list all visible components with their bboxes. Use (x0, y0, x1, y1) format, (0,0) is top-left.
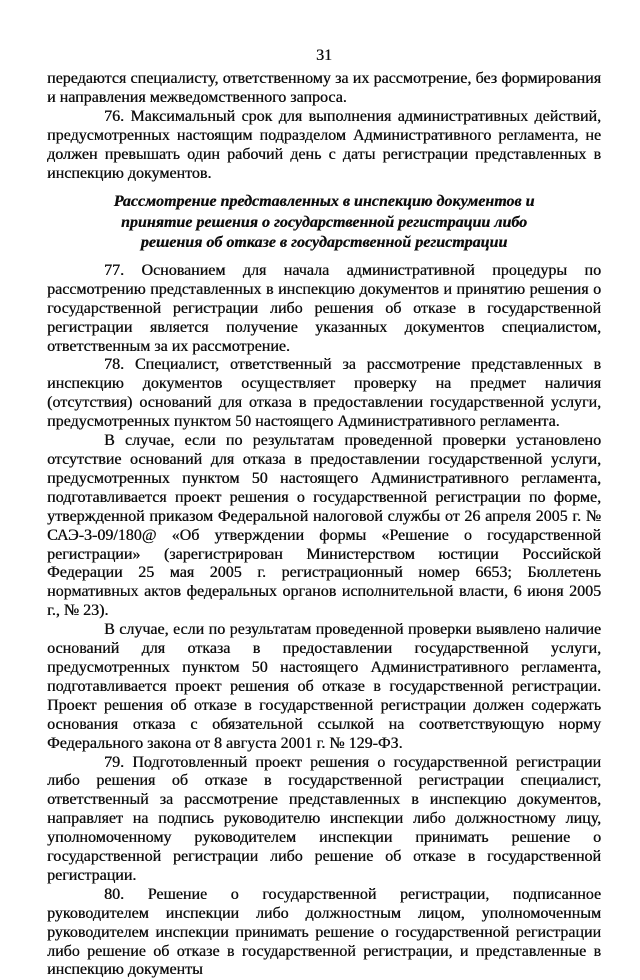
paragraph-78: 78. Специалист, ответственный за рассмотрение представленных в инспекцию документов осуществляет проверку на предмет наличия (отсутствия) оснований для отказа в предоставлении государственной услуги, предусмотренных пунктом 50 настоящего Административного регламента. (47, 356, 601, 431)
paragraph-76: 76. Максимальный срок для выполнения административных действий, предусмотренных настоящим подразделом Административного регламента, не должен превышать один рабочий день с даты регистрации представленных в инспекцию документов. (47, 107, 601, 182)
page-number: 31 (316, 47, 332, 64)
paragraph-79: 79. Подготовленный проект решения о государственной регистрации либо решения об отказе в государственной регистрации специалист, ответственный за рассмотрение представленных в инспекцию документов, направляет на подпись руководителю инспекции либо должностному лицу, уполномоченному руководителем инспекции принимать решение о государственной регистрации либо решение об отказе в государственной регистрации. (47, 753, 601, 884)
paragraph-continuation: передаются специалисту, ответственному за их рассмотрение, без формирования и направления межведомственного запроса. (47, 70, 601, 106)
paragraph-case-no-grounds: В случае, если по результатам проведенной проверки установлено отсутствие оснований для отказа в предоставлении государственной услуги, предусмотренных пунктом 50 настоящего Административного регламента, подготавливается проект решения о государственной регистрации по форме, утвержденной приказом Федеральной налоговой службы от 26 апреля 2005 г. № САЭ-3-09/180@ «Об утверждении формы «Решение о государственной регистрации» (зарегистрирован Министерством юстиции Российской Федерации 25 мая 2005 г. регистрационный номер 6653; Бюллетень нормативных актов федеральных органов исполнительной власти, 6 июня 2005 г., № 23). (47, 432, 601, 620)
section-heading: Рассмотрение представленных в инспекцию документов и принятие решения о государственной регистрации либо решения об отказе в государственной регистрации (113, 193, 535, 252)
paragraph-77: 77. Основанием для начала административной процедуры по рассмотрению представленных в инспекцию документов и принятию решения о государственной регистрации либо решения об отказе в государственной регистрации является получение указанных документов специалистом, ответственным за их рассмотрение. (47, 261, 601, 355)
document-body (47, 70, 601, 980)
paragraph-80: 80. Решение о государственной регистрации, подписанное руководителем инспекции либо должностным лицом, уполномоченным руководителем инспекции принимать решение о государственной регистрации либо решение об отказе в государственной регистрации, и представленные в инспекцию документы (47, 885, 601, 979)
paragraph-case-grounds-found: В случае, если по результатам проведенной проверки выявлено наличие оснований для отказа в предоставлении государственной услуги, предусмотренных пунктом 50 настоящего Административного регламента, подготавливается проект решения об отказе в государственной регистрации. Проект решения об отказе в государственной регистрации должен содержать основания отказа с обязательной ссылкой на соответствующую норму Федерального закона от 8 августа 2001 г. № 129-ФЗ. (47, 621, 601, 752)
